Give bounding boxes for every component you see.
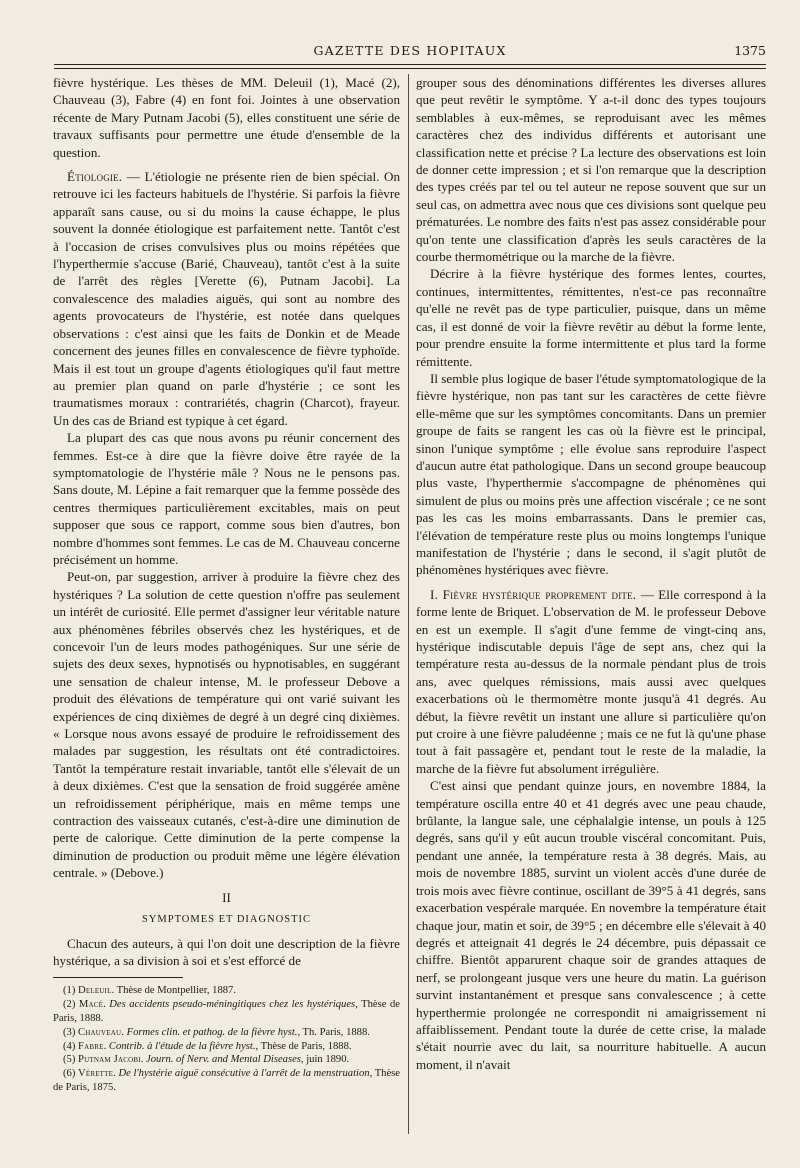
paragraph-grouper: grouper sous des dénominations différentes les diverses allures que peut revêtir le symptôme. Y a-t-il donc des types toujours semblables à eux-mêmes, se reproduisant avec les mêmes caractères chez des individus différents et autorisant une classification nette et précise ? La lecture des observations est loin de donner cette impression ; et si l'on remarque que la description des types créés par tel ou tel auteur ne repose souvent que sur un seul cas, on admettra avec nous que ces divisions sont quelque peu prématurées. Le nombre des faits n'est pas assez considérable pour qu'on tente une classification d'après les seuls caractères de la courbe thermométrique ou la marche de la fièvre.: [416, 75, 766, 265]
paragraph-femmes: La plupart des cas que nous avons pu réunir concernent des femmes. Est-ce à dire que la fièvre doive être rayée de la symptomatologie de l'hystérie mâle ? Nous ne le pensons pas. Sans doute, M. Lépine a fait remarquer que la femme possède des centres thermiques particulièrement excitables, mais on peut supposer que sous ce rapport, comme sous bien d'autres, bon nombre d'hommes sont femmes. Le cas de M. Chauveau concerne précisément un homme.: [53, 430, 400, 567]
subsection-text: — Elle correspond à la forme lente de Briquet. L'observation de M. le professeur Debove en est un exemple. Il s'agit d'une femme de vingt-cinq ans, hystérique indiscutable depuis l'âge de sept ans, chez qui la température resta au-dessus de la normale pendant plus de trois ans, avec quelques rémissions, mais aussi avec quelques exacerbations où le thermomètre monte jusqu'à 41 degrés. Au début, la fièvre revêtit un instant une allure si particulière qu'on put croire à une fièvre paludéenne ; mais ce ne fut là qu'une phase tout à fait passagère et, pendant tout le reste de la maladie, la marche de la fièvre fut absolument irrégulière.: [416, 586, 767, 776]
footnote: (4) Fabre. Contrib. à l'étude de la fièvre hyst., Thèse de Paris, 1888.: [63, 1040, 352, 1052]
paragraph-etiologie: [53, 168, 400, 429]
section-number: II: [222, 889, 231, 905]
etiologie-text: — L'étiologie ne présente rien de bien spécial. On retrouve ici les facteurs habituels de l'hystérie. Si parfois la fièvre apparaît sans cause, ou si du moins la cause échappe, le plus souvent la donnée étiologique est parfaitement nette. Tantôt c'est à l'occasion de crises convulsives plus ou moins répétées que l'hyperthermie s'accuse (Barié, Chauveau), tantôt c'est à la suite de l'arrêt des règles [Verette (6), Putnam Jacobi]. La convalescence des maladies aiguës, qui sont au nombre des agents provocateurs de l'hystérie, est notée dans quelques observations : c'est ainsi que les faits de Donkin et de Meade concernent des jeunes filles en convalescence de fièvre typhoïde. Mais il est tout un groupe d'agents étiologiques qu'il faut mettre au premier plan quand on parle d'hystérie ; ce sont les traumatismes moraux : contrariétés, chagrin (Charcot), frayeur. Un des cas de Briand est typique à cet égard.: [53, 169, 400, 428]
header-rule-thick: [54, 64, 766, 65]
journal-title: GAZETTE DES HOPITAUX: [313, 43, 507, 58]
paragraph-chacun: Chacun des auteurs, à qui l'on doit une description de la fièvre hystérique, a sa division à soi et s'est efforcé de: [53, 935, 400, 968]
paragraph-suggestion: Peut-on, par suggestion, arriver à produire la fièvre chez des hystériques ? La solution de cette question n'offre pas seulement un intérêt de curiosité. Elle permet d'assigner leur véritable nature aux phénomènes fébriles observés chez les hystériques, et de concevoir l'un de leurs modes pathogéniques. Sur une série de sujets des deux sexes, hypnotisés ou hypnotisables, en suggérant une sensation de chaleur intense, M. le professeur Debove a produit des élévations de température qui ont varié suivant les expériences de cinq dixièmes de degré à un degré cinq dixièmes. « Lorsque nous avons essayé de produire le refroidissement des malades par suggestion, les résultats ont été contradictoires. Tantôt la température restait invariable, tantôt elle s'élevait de un à deux dixièmes. C'est que la sensation de froid suggérée amène un refroidissement périphérique, mais en même temps une contraction des vaisseaux cutanés, c'est-à-dire une diminution de perte de calorique. Cette diminution de la perte compense la diminution de production ou produit même une légère élévation centrale. » (Debove.): [53, 569, 400, 881]
left-column: [53, 74, 400, 1095]
footnote: (5) Putnam Jacobi. Journ. of Nerv. and Mental Diseases, juin 1890.: [63, 1054, 350, 1066]
footnote: (2) Macé. Des accidents pseudo-méningitiques chez les hystériques, Thèse de Paris, 1888.: [53, 999, 400, 1024]
paragraph-logique: Il semble plus logique de baser l'étude symptomatologique de la fièvre hystérique, non pas tant sur les caractères de cette fièvre elle-même que sur les symptômes concomitants. Dans un premier groupe de faits se rangent les cas où la fièvre est le principal, sinon l'unique symptôme ; elle évolue sans reproduire l'aspect d'aucun autre état pathologique. Dans un second groupe beaucoup plus vaste, l'hyperthermie s'accompagne de phénomènes qui simulent de plus ou moins près une affection viscérale ; ce ne sont pas les cas les moins embarrassants. Dans le premier cas, l'élévation de température reste plus ou moins longtemps l'unique manifestation de l'hystérie ; dans le second, il s'agit plutôt de phénomènes hystériques avec fièvre.: [416, 370, 766, 578]
page-number: 1375: [734, 43, 766, 58]
footnote: (1) Deleuil. Thèse de Montpellier, 1887.: [63, 985, 236, 997]
paragraph-quinze-jours: C'est ainsi que pendant quinze jours, en novembre 1884, la température oscilla entre 40 et 41 degrés avec une peau chaude, brûlante, la langue sale, une céphalalgie intense, un pouls à 125 degrés, sans qu'il y eût aucun trouble viscéral concomitant. Puis, pendant une année, la température resta à 38 degrés. Mais, au mois de novembre 1885, survint un violent accès d'une durée de trois mois avec fièvre continue, oscillant de 39°5 à 41 degrés, sans exacerbation vespérale marquée. En novembre la température était chaque jour, matin et soir, de 39°5 ; en décembre elle s'élevait à 40 degrés et atteignait 41 degrés le 24 décembre, puis dépassait ce chiffre. Bientôt apparurent chaque soir de grandes attaques de nerf, se prolongeant jusque vers une heure du matin. La guérison survint instantanément et presque sans convalescence ; à cette hyperthermie prolongée ne correspondit ni amaigrissement ni affaiblissement. Pendant toute la durée de cette crise, la malade s'était nourrie avec du lait, sa nourriture habituelle. A aucun moment, il n'avait: [416, 778, 766, 1072]
subsection-heading: I. Fièvre hystérique proprement dite.: [430, 586, 637, 602]
footnote: (6) Vérette. De l'hystérie aiguë consécutive à l'arrêt de la menstruation, Thèse de Paris, 1875.: [53, 1068, 401, 1093]
page-header: [54, 40, 766, 62]
section-title: SYMPTOMES ET DIAGNOSTIC: [141, 914, 312, 926]
footnotes: [53, 984, 400, 1094]
column-divider: [408, 74, 409, 1134]
footnote: (3) Chauveau. Formes clin. et pathog. de la fièvre hyst., Th. Paris, 1888.: [63, 1026, 370, 1038]
footnote-rule: [53, 977, 183, 978]
right-column: [416, 74, 766, 1073]
header-rule-thin: [54, 68, 766, 69]
paragraph-formes: Décrire à la fièvre hystérique des formes lentes, courtes, continues, intermittentes, rémittentes, n'est-ce pas reconnaître qu'elle ne revêt pas de type particulier, puisque, dans un même cas, il est donné de voir la fièvre revêtir au début la forme lente, pour prendre ensuite la forme intermittente et plus tard la forme rémittente.: [416, 266, 766, 369]
paragraph-intro: fièvre hystérique. Les thèses de MM. Deleuil (1), Macé (2), Chauveau (3), Fabre (4) en font foi. Jointes à une observation récente de Mary Putnam Jacobi (5), elles constituent une série de travaux suffisants pour permettre une étude d'ensemble de la question.: [53, 75, 400, 160]
paragraph-fievre-proprement-dite: [416, 586, 766, 777]
etiologie-heading: Étiologie.: [67, 169, 123, 185]
